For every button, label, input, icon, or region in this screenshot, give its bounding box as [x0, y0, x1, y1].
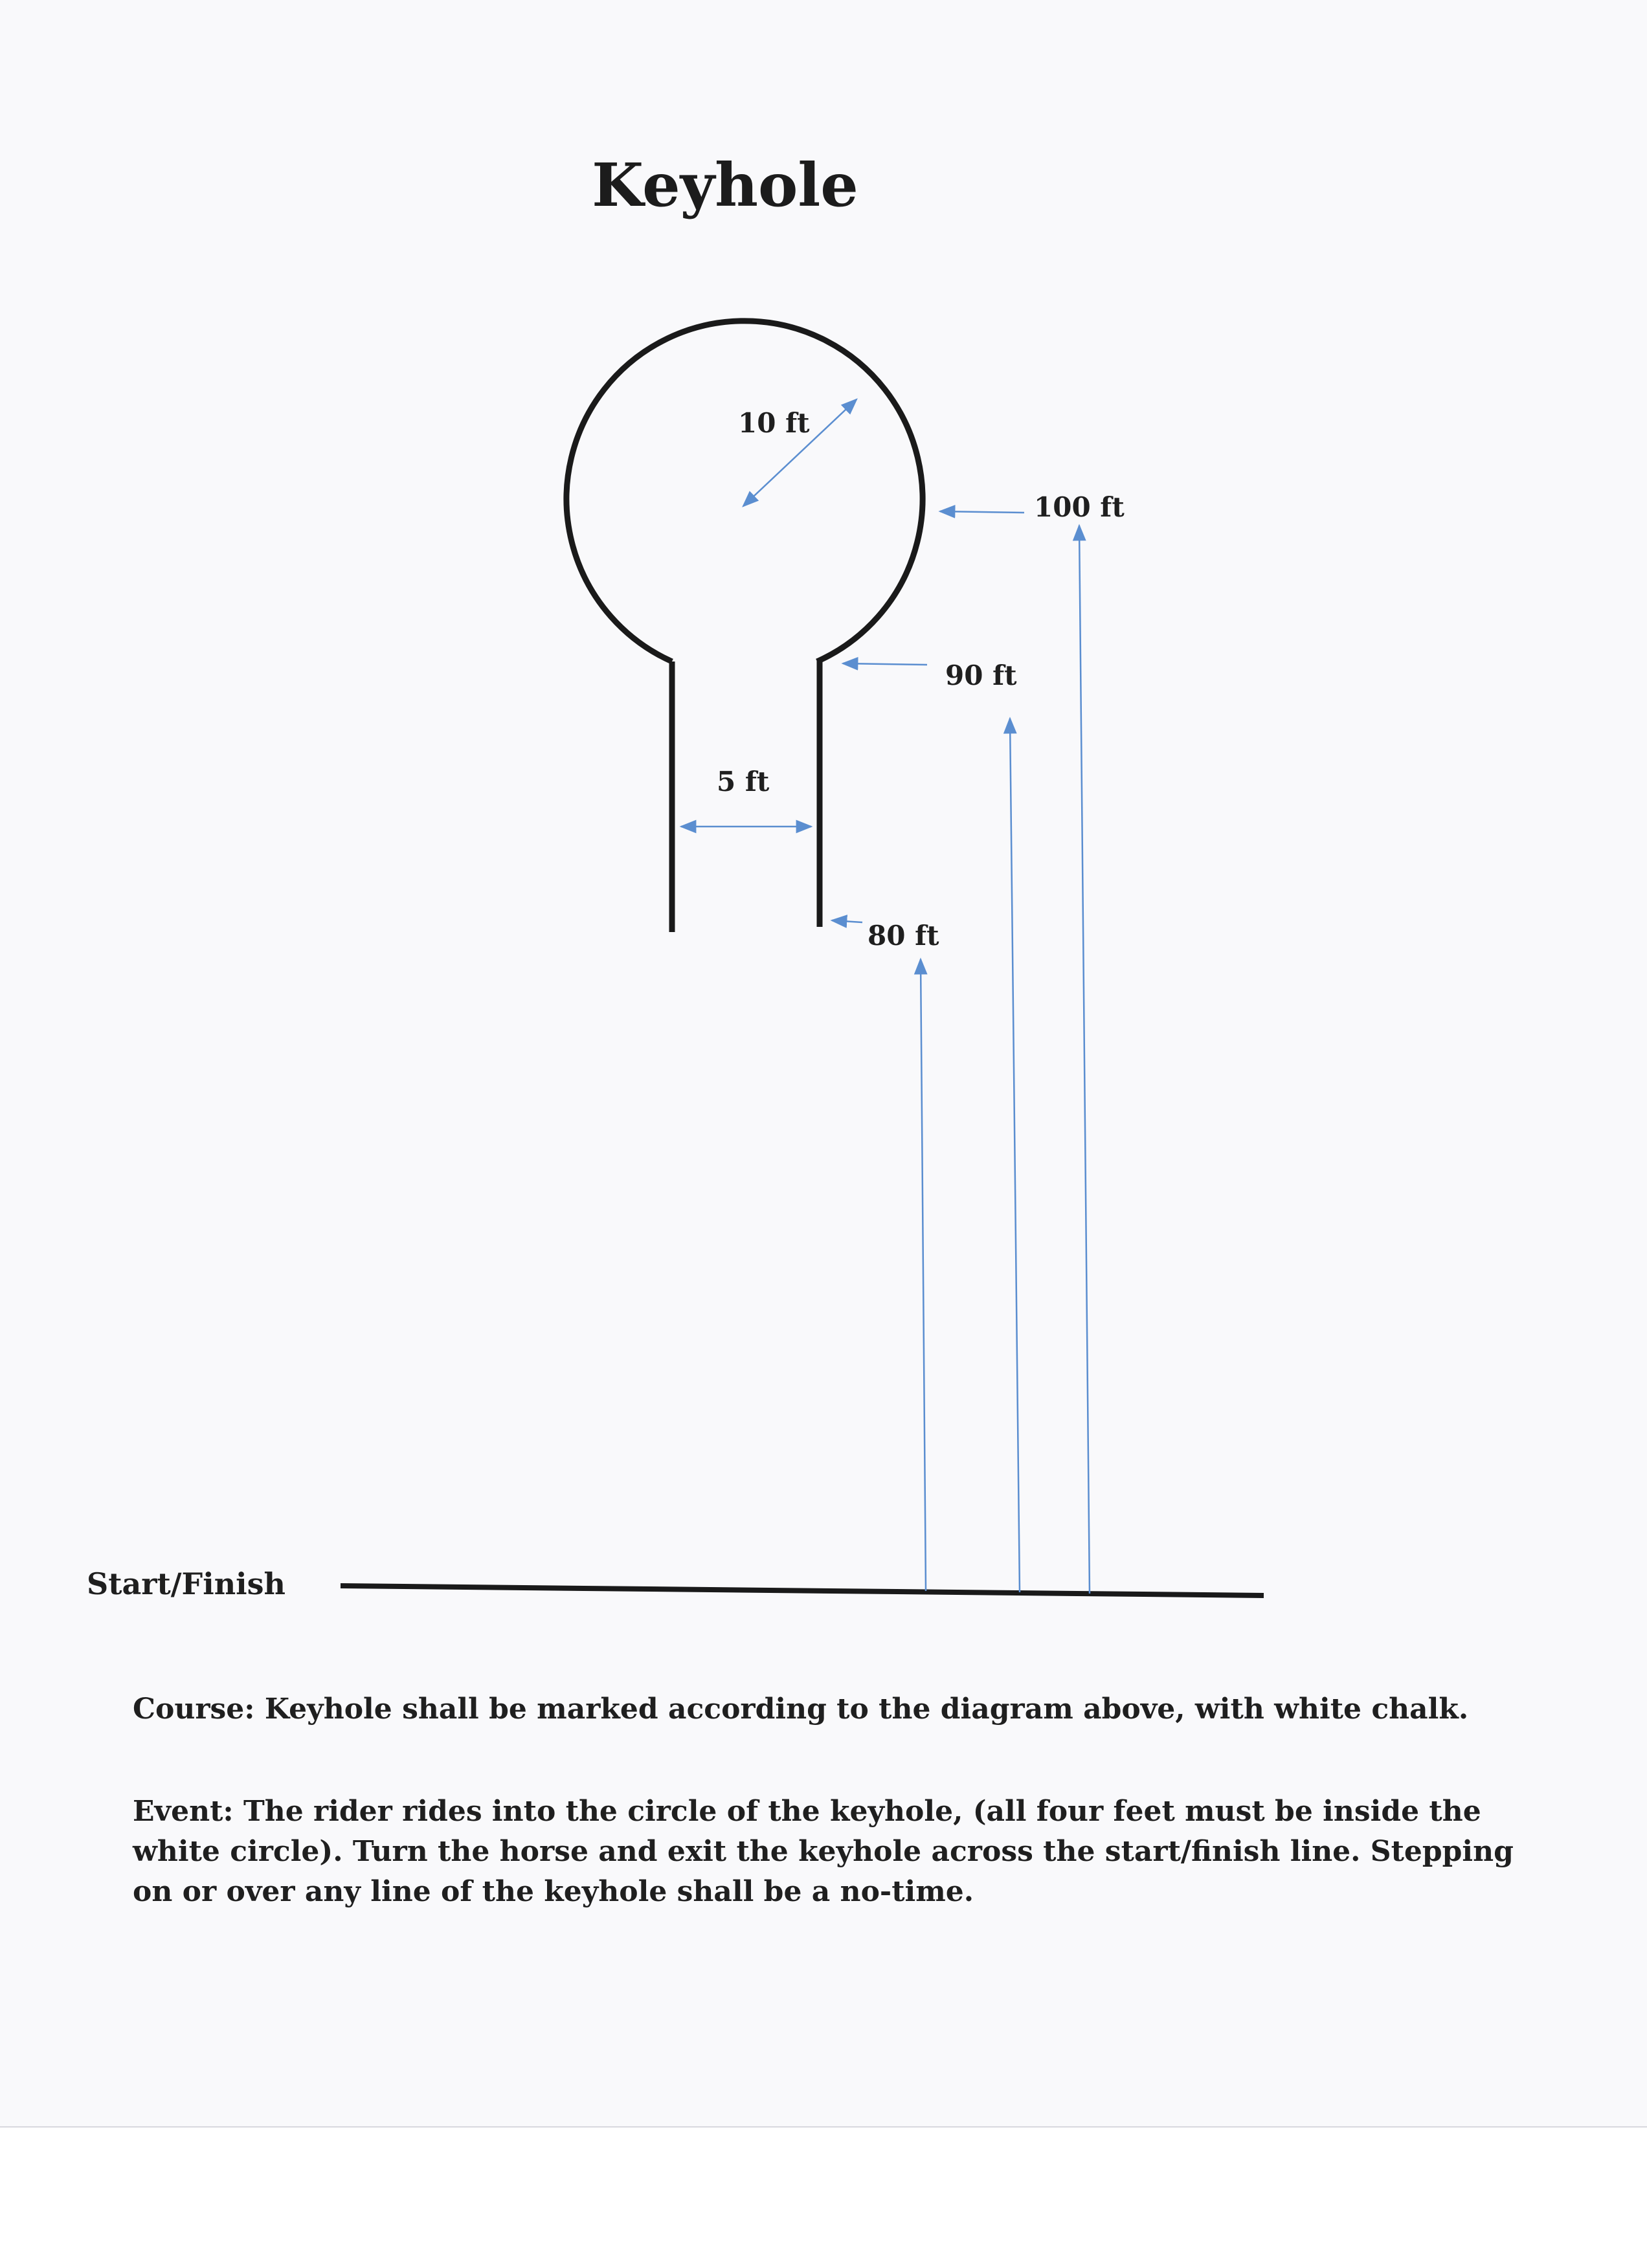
event-description: Event: The rider rides into the circle of the keyhole, (all four feet must be inside the white circle). Turn the horse and exit the keyhole across the start/finish line. Stepping on or over any line of the keyhole shall be a no-time. — [133, 1795, 1514, 1908]
scan-background — [0, 2128, 1647, 2268]
distance-100-pointer-arrow — [940, 511, 1024, 513]
distance-100-label: 100 ft — [1034, 491, 1125, 523]
start-finish-label: Start/Finish — [87, 1566, 286, 1601]
distance-90-vertical-arrow — [1010, 718, 1020, 1592]
course-description: Course: Keyhole shall be marked according to the diagram above, with white chalk. — [133, 1693, 1469, 1726]
start-finish-line — [341, 1586, 1264, 1595]
keyhole-circle-outline — [566, 321, 923, 662]
distance-80-label: 80 ft — [868, 920, 939, 951]
distance-100-vertical-arrow — [1079, 526, 1090, 1594]
page-title: Keyhole — [592, 150, 858, 220]
distance-80-pointer-arrow — [832, 920, 862, 922]
opening-width-label: 5 ft — [717, 766, 770, 797]
distance-90-pointer-arrow — [843, 663, 927, 665]
distance-80-vertical-arrow — [921, 959, 926, 1591]
distance-90-label: 90 ft — [945, 660, 1017, 691]
diameter-label: 10 ft — [738, 407, 810, 439]
